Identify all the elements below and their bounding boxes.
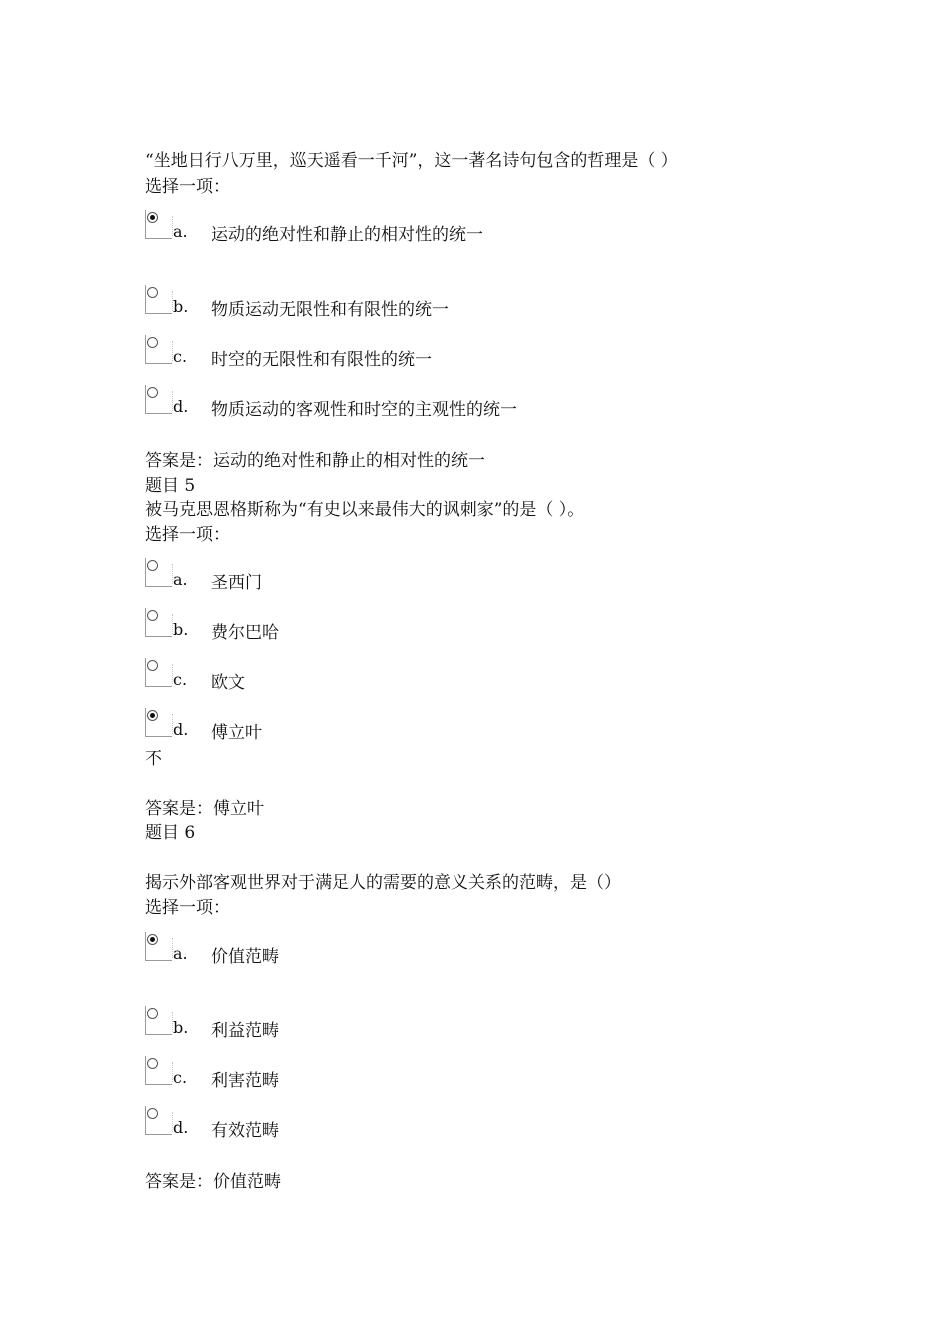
radio-frame <box>145 385 172 414</box>
option-letter: d. <box>173 720 189 739</box>
radio-button[interactable] <box>147 560 158 571</box>
radio-frame <box>145 708 172 737</box>
option-letter: b. <box>173 297 189 316</box>
option-text: 费尔巴哈 <box>211 623 279 643</box>
option-text: 价值范畴 <box>211 947 279 967</box>
radio-button[interactable] <box>147 1108 158 1119</box>
option-a[interactable] <box>145 932 745 967</box>
radio-button[interactable] <box>147 934 158 945</box>
option-text: 物质运动的客观性和时空的主观性的统一 <box>211 400 517 420</box>
option-letter: d. <box>173 397 189 416</box>
option-c[interactable] <box>145 658 745 693</box>
option-text: 傅立叶 <box>211 723 262 743</box>
choose-one-prompt: 选择一项： <box>145 898 230 918</box>
radio-button[interactable] <box>147 660 158 671</box>
radio-button[interactable] <box>147 387 158 398</box>
choose-one-prompt: 选择一项： <box>145 525 230 545</box>
option-letter: c. <box>173 347 188 366</box>
option-text: 运动的绝对性和静止的相对性的统一 <box>211 225 483 245</box>
option-text: 利害范畴 <box>211 1071 279 1091</box>
option-letter: a. <box>173 570 188 589</box>
option-letter: d. <box>173 1118 189 1137</box>
radio-frame <box>145 1006 172 1035</box>
option-text: 时空的无限性和有限性的统一 <box>211 350 432 370</box>
option-text: 欧文 <box>211 673 245 693</box>
radio-frame <box>145 558 172 587</box>
radio-frame <box>145 1106 172 1135</box>
option-c[interactable] <box>145 335 745 370</box>
option-a[interactable] <box>145 558 745 593</box>
option-letter: a. <box>173 222 188 241</box>
option-b[interactable] <box>145 285 745 320</box>
option-a[interactable] <box>145 210 745 245</box>
radio-frame <box>145 285 172 314</box>
option-letter: c. <box>173 670 188 689</box>
question-heading: 题目 5 <box>145 476 196 496</box>
option-d[interactable] <box>145 708 745 743</box>
radio-button[interactable] <box>147 610 158 621</box>
radio-button[interactable] <box>147 1058 158 1069</box>
radio-frame <box>145 210 172 239</box>
question-text: 被马克思恩格斯称为“有史以来最伟大的讽刺家”的是（ ）。 <box>145 500 585 520</box>
radio-button[interactable] <box>147 1008 158 1019</box>
option-letter: b. <box>173 620 189 639</box>
radio-frame <box>145 932 172 961</box>
choose-one-prompt: 选择一项： <box>145 177 230 197</box>
answer-text: 答案是：价值范畴 <box>145 1172 281 1192</box>
option-c[interactable] <box>145 1056 745 1091</box>
option-letter: b. <box>173 1018 189 1037</box>
option-text: 利益范畴 <box>211 1021 279 1041</box>
radio-button[interactable] <box>147 710 158 721</box>
option-b[interactable] <box>145 608 745 643</box>
feedback-text: 不 <box>145 749 162 769</box>
question-heading: 题目 6 <box>145 823 196 843</box>
radio-button[interactable] <box>147 212 158 223</box>
option-letter: c. <box>173 1068 188 1087</box>
question-text: “坐地日行八万里，巡天遥看一千河”，这一著名诗句包含的哲理是（ ） <box>145 151 678 171</box>
answer-text: 答案是：傅立叶 <box>145 799 264 819</box>
option-text: 圣西门 <box>211 573 262 593</box>
option-b[interactable] <box>145 1006 745 1041</box>
option-text: 有效范畴 <box>211 1121 279 1141</box>
question-text: 揭示外部客观世界对于满足人的需要的意义关系的范畴，是（） <box>145 873 621 893</box>
radio-button[interactable] <box>147 337 158 348</box>
radio-frame <box>145 335 172 364</box>
option-letter: a. <box>173 944 188 963</box>
option-d[interactable] <box>145 385 745 420</box>
option-d[interactable] <box>145 1106 745 1141</box>
option-text: 物质运动无限性和有限性的统一 <box>211 300 449 320</box>
radio-button[interactable] <box>147 287 158 298</box>
radio-frame <box>145 608 172 637</box>
radio-frame <box>145 658 172 687</box>
radio-frame <box>145 1056 172 1085</box>
answer-text: 答案是：运动的绝对性和静止的相对性的统一 <box>145 451 485 471</box>
